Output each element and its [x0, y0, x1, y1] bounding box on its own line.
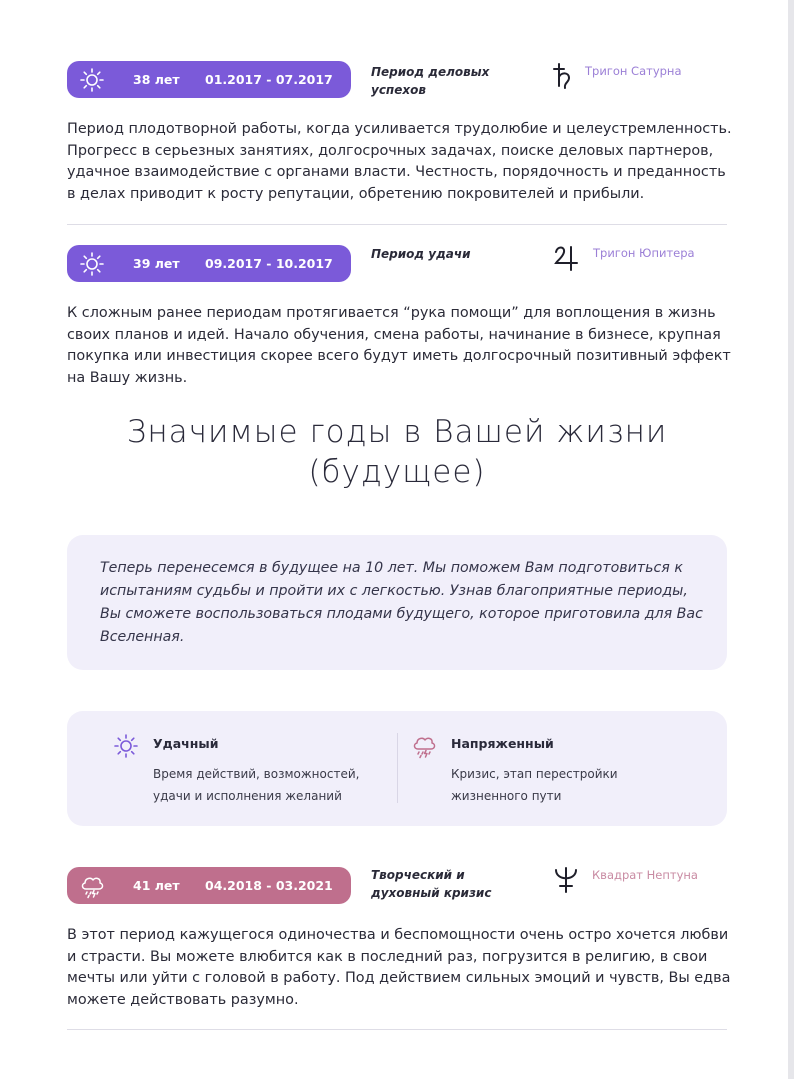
period-description: Период плодотворной работы, когда усиливается трудолюбие и целеустремленность. Прогресс в серьезных занятиях, долгосрочных задачах, поиске деловых партнеров, удачное взаимодействие с органами власти. Честность, порядочность и преданность в делах приводит к росту репутации, обретению покровителей и прибыли. [67, 121, 732, 202]
legend-separator [397, 733, 398, 803]
divider [67, 224, 727, 225]
period-title: Творческий и духовный кризис [371, 868, 492, 900]
divider [67, 1029, 727, 1030]
sun-icon [113, 733, 139, 759]
period-dates: 01.2017 - 07.2017 [205, 72, 333, 87]
period-badge [67, 61, 351, 98]
section-heading [67, 412, 727, 492]
period-aspect: Тригон Юпитера [593, 246, 695, 260]
intro-text: Теперь перенесемся в будущее на 10 лет. Мы поможем Вам подготовиться к испытаниям судьбы и пройти их с легкостью. Узнав благоприятные периоды, Вы сможете воспользоваться плодами будущего, которое приготовила для Вас Вселенная. [100, 560, 703, 645]
period-age: 39 лет [133, 256, 180, 271]
period-title: Период деловых успехов [371, 65, 490, 97]
period-badge [67, 245, 351, 282]
period-badge [67, 867, 351, 904]
period-description: В этот период кажущегося одиночества и беспомощности очень остро хочется любви и страсти. Вы можете влюбится как в последний раз, погрузится в религию, в свои мечты или уйти с головой в работу. Под действием сильных эмоций и чувств, Вы едва можете действовать разумно. [67, 927, 731, 1008]
saturn-icon [551, 61, 577, 91]
period-age: 38 лет [133, 72, 180, 87]
legend-bad-text: Кризис, этап перестройки жизненного пути [451, 767, 618, 803]
period-dates: 09.2017 - 10.2017 [205, 256, 333, 271]
period-aspect: Квадрат Нептуна [592, 868, 698, 882]
period-aspect: Тригон Сатурна [585, 64, 682, 78]
legend-bad-title: Напряженный [451, 736, 554, 751]
period-description: К сложным ранее периодам протягивается “рука помощи” для воплощения в жизнь своих планов и идей. Начало обучения, смена работы, начинание в бизнесе, крупная покупка или инвестиция скорее всего будут иметь долгосрочный позитивный эффект на Вашу жизнь. [67, 305, 731, 386]
heading-line-1: Значимые годы в Вашей жизни [126, 414, 668, 450]
neptune-icon [553, 865, 579, 895]
heading-line-2: (будущее) [308, 454, 486, 490]
intro-panel [67, 535, 727, 670]
period-title: Период удачи [371, 247, 471, 261]
sun-icon [79, 251, 105, 277]
jupiter-icon [553, 243, 579, 273]
period-age: 41 лет [133, 878, 180, 893]
legend-panel [67, 711, 727, 826]
legend-good-text: Время действий, возможностей, удачи и исполнения желаний [153, 767, 360, 803]
page-edge [788, 0, 794, 1079]
storm-cloud-icon [411, 733, 437, 759]
storm-cloud-icon [79, 873, 105, 899]
period-dates: 04.2018 - 03.2021 [205, 878, 333, 893]
sun-icon [79, 67, 105, 93]
legend-good-title: Удачный [153, 736, 219, 751]
